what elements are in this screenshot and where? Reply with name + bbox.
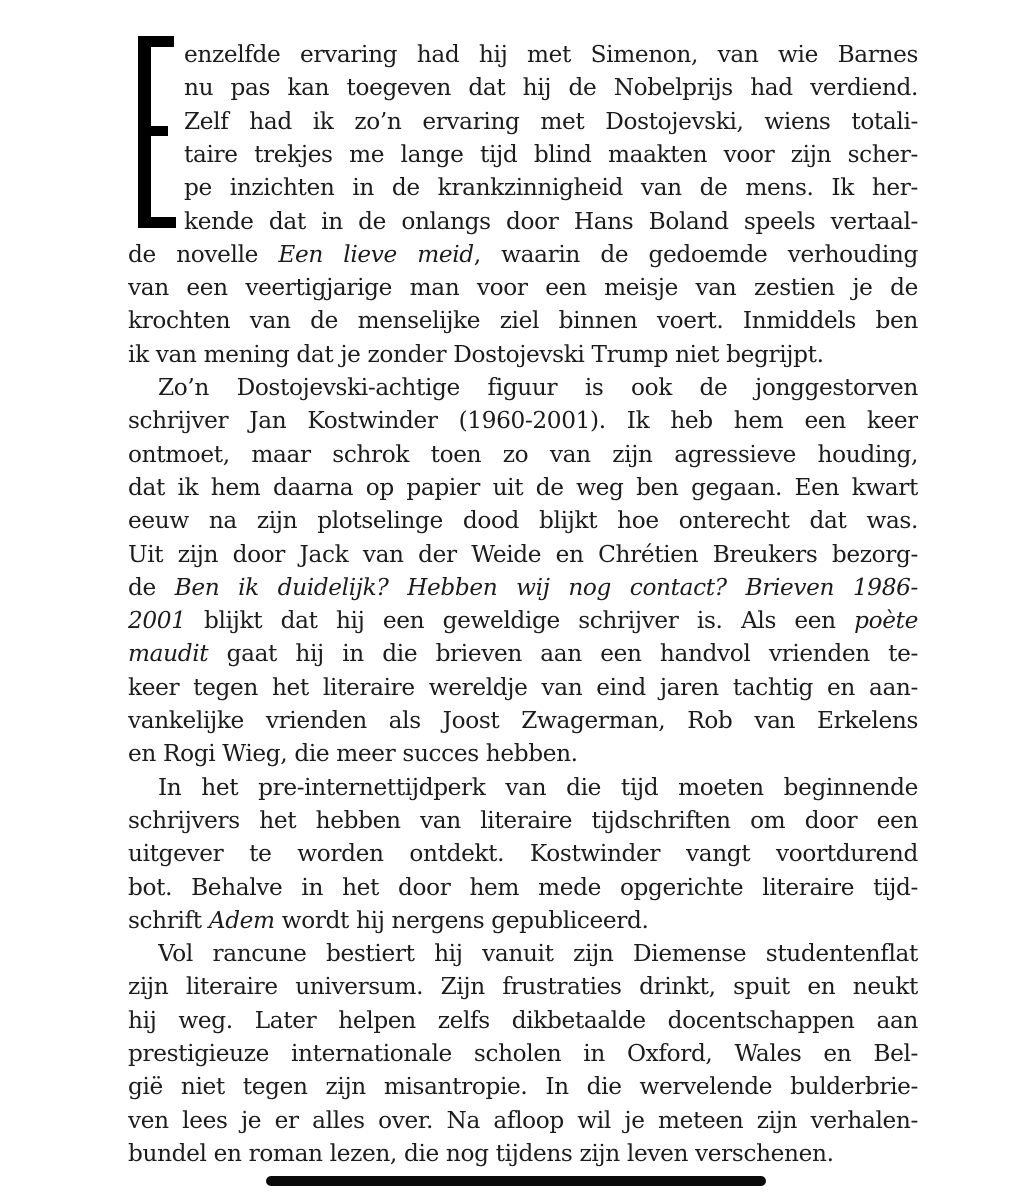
body-text: gaat hij in die brieven aan een handvol vrienden te- [208,640,918,668]
body-text: , waarin de gedoemde verhouding [473,240,918,268]
text-line [128,671,918,705]
italic-title-text: Ben ik duidelijk? Hebben wij nog contact? Brieven 1986- [174,573,918,601]
text-line [158,771,918,805]
text-line [128,571,918,605]
text-line [128,538,918,572]
text-line [184,171,918,205]
body-text: ven lees je er alles over. Na afloop wil je meteen zijn verhalen- [128,1106,918,1134]
text-line [128,1037,918,1071]
body-text: In het pre-internettijdperk van die tijd moeten beginnende [158,773,918,801]
body-text: Zo’n Dostojevski-achtige figuur is ook de jonggestorven [158,374,918,401]
body-text: ik van mening dat je zonder Dostojevski Trump niet begrijpt. [128,340,824,368]
home-indicator-bar[interactable] [266,1176,766,1186]
body-text: Uit zijn door Jack van der Weide en Chrétien Breukers bezorg- [128,540,918,568]
text-line [128,604,918,638]
text-line [128,504,918,538]
text-line [128,304,918,338]
body-text: de [128,573,175,601]
text-line [128,1004,918,1038]
body-text: prestigieuze internationale scholen in Oxford, Wales en Bel- [128,1040,918,1067]
article-text-column [128,24,918,1167]
body-text: schrift [128,906,209,934]
body-text: taire trekjes me lange tijd blind maakten voor zijn scher- [184,140,918,168]
body-text: schrijver Jan Kostwinder (1960-2001). Ik heb hem een keer [128,407,918,435]
body-text: vankelijke vrienden als Joost Zwagerman, Rob van Erkelens [128,707,918,734]
text-line [128,471,918,505]
body-text: Zelf had ik zo’n ervaring met Dostojevski, wiens totali- [184,107,918,135]
text-line [128,970,918,1004]
dropcap-e-shape [138,36,176,228]
body-text: enzelfde ervaring had hij met Simenon, van wie Barnes [184,41,918,68]
text-line [184,105,918,139]
body-text: van een veertigjarige man voor een meisje van zestien je de [128,274,918,302]
body-text: dat ik hem daarna op papier uit de weg ben gegaan. Een kwart [128,473,918,501]
body-text: ontmoet, maar schrok toen zo van zijn agressieve houding, [128,440,918,468]
italic-title-text: Adem [208,906,275,934]
italic-title-text: 2001 [128,607,186,635]
italic-title-text: maudit [128,640,209,668]
body-text: en Rogi Wieg, die meer succes hebben. [128,740,578,768]
text-line [128,1137,918,1171]
body-text: wordt hij nergens gepubliceerd. [274,906,649,934]
body-text: hij weg. Later helpen zelfs dikbetaalde docentschappen aan [128,1006,918,1034]
body-text: kende dat in de onlangs door Hans Boland speels vertaal- [184,207,918,235]
body-text: eeuw na zijn plotselinge dood blijkt hoe onterecht dat was. [128,507,918,535]
body-text: zijn literaire universum. Zijn frustraties drinkt, spuit en neukt [128,973,918,1001]
body-text: keer tegen het literaire wereldje van eind jaren tachtig en aan- [128,673,918,701]
text-line [128,338,918,372]
body-text: bundel en roman lezen, die nog tijdens zijn leven verschenen. [128,1139,834,1167]
text-line [128,238,918,272]
body-text: de novelle [128,240,279,268]
body-text: krochten van de menselijke ziel binnen voert. Inmiddels ben [128,307,918,335]
text-line [184,38,918,72]
body-text: uitgever te worden ontdekt. Kostwinder vangt voortdurend [128,840,918,868]
text-line [128,271,918,305]
body-text: bot. Behalve in het door hem mede opgerichte literaire tijd- [128,873,918,901]
body-text: blijkt dat hij een geweldige schrijver is. Als een [185,607,855,635]
italic-title-text: poète [854,607,918,635]
text-line [128,737,918,771]
text-line [128,404,918,438]
text-line [184,138,918,172]
text-line [128,637,918,671]
body-text: gië niet tegen zijn misantropie. In die wervelende bulderbrie- [128,1073,918,1101]
text-line [184,205,918,239]
body-text: pe inzichten in de krankzinnigheid van de mens. Ik her- [184,174,918,202]
text-line [128,1104,918,1138]
text-line [128,871,918,905]
body-text: schrijvers het hebben van literaire tijdschriften om door een [128,806,918,834]
text-line [158,371,918,405]
text-line [128,438,918,472]
text-line [128,704,918,738]
dropcap-letter-e [138,36,176,228]
text-line [158,937,918,971]
body-text: Vol rancune bestiert hij vanuit zijn Diemense studentenflat [158,940,918,968]
body-text: nu pas kan toegeven dat hij de Nobelprijs had verdiend. [184,74,918,102]
text-line [128,837,918,871]
text-line [128,904,918,938]
text-line [128,804,918,838]
text-line [128,1070,918,1104]
italic-title-text: Een lieve meid [278,240,474,268]
text-line [184,71,918,105]
